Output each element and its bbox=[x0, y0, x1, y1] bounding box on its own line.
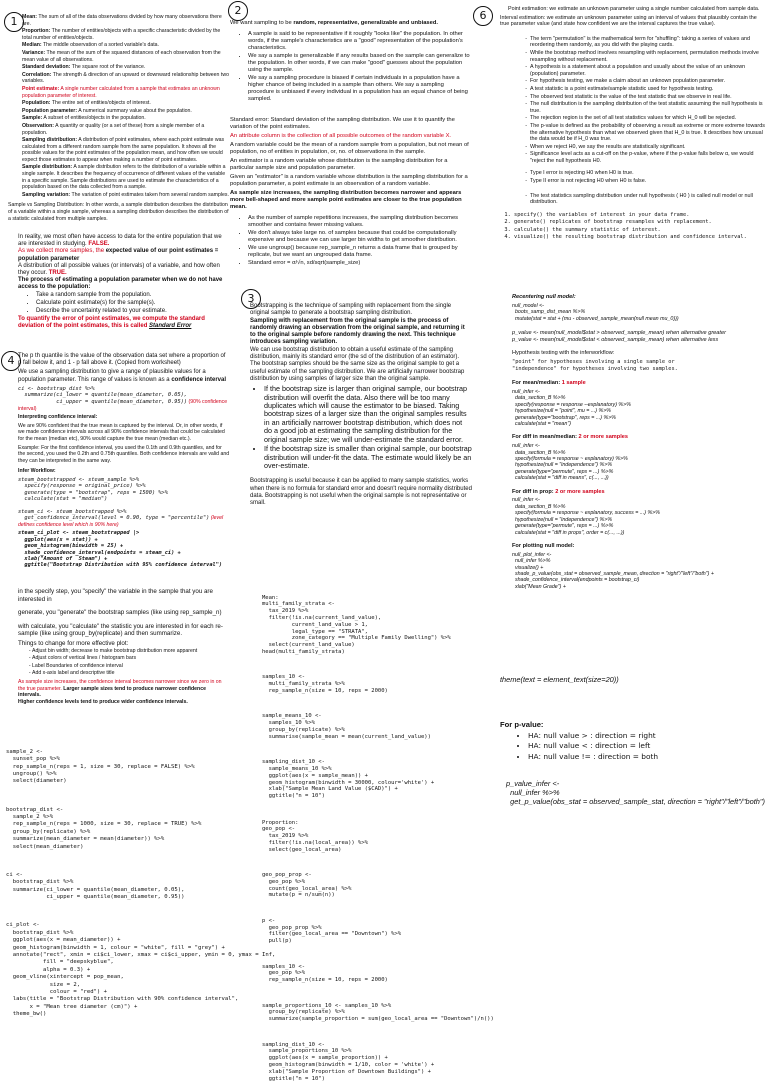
hypothesis-bullet: - The term "permutation" is the mathematical term for "shuffling": taking a series of values and reordering them randomly, as you did with the playing cards. bbox=[530, 36, 765, 49]
definition-term: Correlation: bbox=[22, 71, 52, 78]
definition-text: The variation of point estimates taken from several random samples. bbox=[71, 191, 229, 198]
step-item: 3. calculate() the summary statistic of interest. bbox=[514, 227, 765, 233]
sampling-bullet: • We say a sampling procedure is biased if certain individuals in a population have a higher chance of being included in a sample than others. We say a sampling procedure is unbiased if every individual in a population has an equal chance of being sampled. bbox=[248, 75, 470, 103]
reality-note: In reality, we most often have access to data for the entire population that we are interested in studying. FALSE. bbox=[18, 234, 222, 248]
code-sample-2: sample_2 <- sunset_pop %>% rep_sample_n(reps = 1, size = 30, replace = FALSE) %>% ungroup() %>% select(diameter) bbox=[6, 748, 195, 785]
distribution-note: A distribution of all possible values (or intervals) of a variable, and how often they occur. TRUE. bbox=[18, 262, 220, 277]
process-item: • Calculate point estimate(s) for the sample(s). bbox=[36, 300, 230, 307]
hypothesis-bullet: - Significance level acts as a cut-off on the p-value, where if the p-value falls below α, we would "reject the null hypothesis H0. bbox=[530, 151, 765, 164]
specify-text: in the specify step, you "specify" the variable in the sample that you are interested in bbox=[18, 588, 213, 603]
calculate-text: with calculate, you "calculate" the statistic you are interested in for each re-sample (like using group_by(replicate) and then summarize. bbox=[18, 622, 223, 638]
hypothesis-bullet: - The observed test statistic is the value of the test statistic that we observe in real life. bbox=[530, 94, 765, 101]
definition-term: Mean: bbox=[22, 14, 37, 20]
pvalue-line: p_value <- mean(null_model$stat > observed_sample_mean) when alternative greater bbox=[512, 330, 726, 337]
column-sampling bbox=[230, 20, 470, 268]
definition-text: The strength & direction of an upward or downward relationship between two variables. bbox=[22, 71, 229, 85]
process-item: • Describe the uncertainty related to your estimate. bbox=[36, 308, 230, 315]
given: Given an "estimator" is a random variable whose distribution is the sampling distribution for a population parameter, a point estimate is an observation of a random variable. bbox=[230, 174, 468, 187]
definition-item bbox=[22, 86, 230, 99]
definition-text: A numerical summary value about the population. bbox=[78, 107, 192, 114]
definition-text: A single number calculated from a sample that estimates an unknown population parameter of interest. bbox=[22, 85, 220, 99]
hypothesis-bullet: - For hypothesis testing, we make a claim about an unknown population parameter. bbox=[530, 78, 765, 85]
higher-confidence: Higher confidence levels tend to produce wider confidence intervals. bbox=[18, 698, 188, 705]
boot-p4: The bootstrap samples should be the same size as the original sample to get a useful estimate of the sampling distribution. We are artificially narrower bootstrap distribution by using samples of larger size than the original sample. bbox=[250, 361, 465, 382]
code-ci: ci <- bootstrap_dist %>% summarize(ci_lower = quantile(mean_diameter, 0.05), ci_upper = quantile(mean_diameter, 0.95)) bbox=[6, 871, 185, 901]
theme-line: theme(text = element_text(size=20)) bbox=[500, 675, 619, 684]
definition-item bbox=[22, 137, 230, 163]
column-quantile bbox=[18, 353, 230, 569]
diffprop-title: For diff in prop: 2 or more samples bbox=[512, 488, 605, 495]
code-bootstrap: bootstrap_dist <- sample_2 %>% rep_sample_n(reps = 1000, size = 30, replace = TRUE) %>% group_by(replicate) %>% summarize(mean_diameter = mean(diameter)) %>% select(mean_diameter) bbox=[6, 806, 202, 850]
hypothesis-bullet: - The null distribution is the sampling distribution of the test statistic assuming the null hypothesis is true. bbox=[530, 101, 765, 114]
definition-text: The number of entities/objects with a specific characteristic divided by the total number of entities/objects. bbox=[22, 28, 221, 41]
pvalue-title: For p-value: bbox=[500, 720, 544, 729]
step-item: 2. generate() replicates of bootstrap resamples with replacement. bbox=[514, 219, 765, 225]
diffmean-title: For diff in mean/median: 2 or more samples bbox=[512, 434, 628, 441]
column-pvalue bbox=[500, 675, 765, 806]
pvalue-item: • HA: null value > : direction = right bbox=[528, 731, 765, 740]
definition-term: Sampling distribution: bbox=[22, 137, 78, 144]
pvalue-line: p_value <- mean(null_model$stat < observed_sample_mean) when alternative less bbox=[512, 336, 719, 343]
section-marker-1: 1 bbox=[4, 12, 24, 32]
hypothesis-bullet: - While the bootstrap method involves resampling with replacement, permutation methods involve resampling without replacement. bbox=[530, 50, 765, 63]
definition-text: The entire set of entities/objects of interest. bbox=[51, 100, 151, 107]
boot-useful: Bootstrapping is useful because it can be applied to many sample statistics, works when there is no formula for standard error and doesn't require normality distributed data. Bootstrapping is not useful when the original sample is not representative or small. bbox=[250, 478, 472, 507]
plot-title: For plotting null model: bbox=[512, 542, 575, 549]
error-item: - Type II error is not rejecting H0 when H0 is false. bbox=[530, 178, 765, 185]
definition-term: Proportion: bbox=[22, 28, 51, 35]
pvalue-item: • HA: null value < : direction = left bbox=[528, 741, 765, 750]
null-model: - The test statistics sampling distribution under null hypothesis ( H0 ) is called null model or null distribution. bbox=[530, 193, 765, 206]
boot-p3: We can use bootstrap distribution to obtain a useful estimate of the sampling distribution, mainly its standard error (the sd of the distribution of an estimator). bbox=[250, 346, 460, 361]
error-item: - Type I error is rejecting H0 when H0 is true. bbox=[530, 170, 765, 177]
column-summary bbox=[18, 234, 230, 331]
ci-code: ci <- bootstrap_dist %>% summarize(ci_lower = quantile(mean_diameter, 0.05), ci_upper = quantile(mean_diameter, 0.95)) bbox=[18, 385, 188, 405]
interp-text: We are 90% confident that the true mean is captured by the interval. Or, in other words, if we made confidence intervals across all 90% confidence intervals that could be calculated for the mean (median etc), 90% would capture the true mean (median etc.). bbox=[18, 422, 225, 442]
example-text: Example: For the first confidence interval, you used the 0.1th and 0.9th quantiles, and for the second, you used the 0.2th and 0.75th quantiles. Both confidence intervals are valid and they can be interpreted in the same way. bbox=[18, 444, 230, 464]
definition-item bbox=[22, 14, 230, 27]
sampling-bullet: • We use ungroup() because rep_sample_n returns a data frame that is grouped by replicate, but we want an ungrouped data frame. bbox=[248, 245, 470, 259]
code-samples10: samples_10 <- multi_family_strata %>% rep_sample_n(size = 10, reps = 2000) bbox=[262, 674, 388, 694]
steps-list bbox=[500, 212, 765, 241]
definition-term: Sample: bbox=[22, 115, 43, 122]
hypothesis-bullet: - The p-value is defined as the probability of observing a result as extreme or more extreme towards the alternative hypothesis than what we observed given that H_0 is true. It describes how unusual the data would be if H_0 was true. bbox=[530, 123, 765, 143]
column-workflow bbox=[18, 588, 230, 705]
section-marker-3: 3 bbox=[241, 289, 261, 309]
section-marker-6: 6 bbox=[473, 6, 493, 26]
definitions-list bbox=[8, 14, 230, 198]
things-item: - Add x-axis label and descriptive title bbox=[32, 670, 230, 677]
definition-item bbox=[22, 192, 230, 199]
random-variable: A random variable could be the mean of a random sample from a population, but not mean of population, no of entities in population, or, no. of observations in the sample. bbox=[230, 142, 469, 155]
boot-p2: Sampling with replacement from the original sample is the process of randomly drawing an observation from the original sample, and returning it to the original sample before randomly drawing the next. This technique introduces sampling variation. bbox=[250, 317, 465, 346]
infer-code-3: steam_ci_plot <- steam_bootstrapped |> ggplot(aes(x = stat)) + geom_histogram(binwidth = 25) + shade_confidence_interval(endpoints = steam_ci) + xlab("Amount of Steam") + ggtitle("Bootstrap Distribution with 95% confidence interval") bbox=[18, 530, 223, 569]
definition-item bbox=[22, 64, 230, 71]
final-code: p_value_infer <- null_infer %>% get_p_value(obs_stat = observed_sample_stat, direction = "right"/"left"/"both") bbox=[506, 779, 765, 807]
process-item: • Take a random sample from the population. bbox=[36, 292, 230, 299]
code-p: p <- geo_pop_prop %>% filter(geo_local_area == "Downtown") %>% pull(p) bbox=[262, 917, 402, 945]
sampling-bullet: • Standard error = σ/√n, sd/sqrt(sample_size) bbox=[248, 260, 470, 267]
sampling-bullet: • As the number of sample repetitions increases, the sampling distribution becomes smoother and contains fewer missing values. bbox=[248, 215, 470, 229]
hypothesis-bullet: - A test statistic is a point estimate/sample statistic used for hypothesis testing. bbox=[530, 86, 765, 93]
code-mean: Mean: multi_family_strata <- tax_2019 %>% filter(!is.na(current_land_value), current_land_value > 1, legal_type == "STRATA", zone_category == "Multiple Family Dwelling") %>% select(current_land_value) head(multi_family_strata) bbox=[262, 594, 451, 655]
boot-bullets bbox=[250, 385, 472, 470]
definition-text: A subset of entities/objects in the population. bbox=[43, 115, 146, 122]
column-null-model bbox=[512, 294, 766, 590]
recenter-title: Recentering null model: bbox=[512, 294, 576, 300]
attr-col: An attribute column is the collection of all possible outcomes of the random variable X. bbox=[230, 133, 452, 139]
definition-text: The middle observation of a sorted variable's data. bbox=[42, 42, 160, 49]
code-ci-plot: ci_plot <- bootstrap_dist %>% ggplot(aes(x = mean_diameter)) + geom_histogram(binwidth = 1, colour = "white", fill = "grey") + annotate("rect", xmin = ci$ci_lower, xmax = ci$ci_upper, ymin = 0, ymax = Inf, fill = "deepskyblue", alpha = 0.3) + geom_vline(xintercept = pop_mean, size = 2, colour = "red") + labs(title = "Bootstrap Distribution with 90% confidence interval", x = "Mean tree diameter (cm)") + theme_bw() bbox=[6, 922, 276, 1018]
boot-p1: Bootstrapping is the technique of sampling with replacement from the single original sample to generate a bootstrap sampling distribution. bbox=[250, 303, 452, 317]
definition-item bbox=[22, 42, 230, 49]
column-bootstrap bbox=[250, 303, 472, 508]
things-item: - Label Boundaries of confidence interval bbox=[32, 663, 230, 670]
hyp-code: "point" for hypotheses involving a single sample or "independence" for hypotheses involving two samples. bbox=[512, 359, 678, 372]
infer-code-2-note: (level defines confidence level which is 90% here) bbox=[18, 515, 224, 528]
hypothesis-bullets bbox=[500, 36, 765, 165]
definition-term: Median: bbox=[22, 42, 42, 49]
definition-item bbox=[22, 108, 230, 115]
things-list bbox=[18, 648, 230, 677]
pvalue-lines bbox=[512, 330, 766, 344]
code-sampling-dist-prop: sampling_dist_10 <- sample_proportions_10 %>% ggplot(aes(x = sample_proportion)) + geom_histogram(binwidth = 1/10, color = 'white') + xlab("Sample Proportion of Downtown Buildings") + ggtitle("n = 10") bbox=[262, 1041, 435, 1082]
ci-code-note: (90% confidence interval) bbox=[18, 399, 228, 412]
section-marker-4: 4 bbox=[1, 351, 21, 371]
process-list bbox=[18, 292, 230, 316]
definition-term: Point estimate: bbox=[22, 85, 60, 92]
definition-item bbox=[22, 100, 230, 107]
infer-code-2: steam_ci <- steam_bootstrapped %>% get_confidence_interval(level = 0.90, type = "percentile") bbox=[18, 508, 210, 522]
infer-code: steam_bootstrapped <- steam_sample %>% specify(response = original_price) %>% generate(type = "bootstrap", reps = 1500) %>% calculate(stat = "median") bbox=[18, 476, 168, 503]
diffprop-code: null_infer <- data_section_B %>% specify(formula = response ~ explanatory, success = ...) %>% hypothesize(null = "independence") %>% generate(type="permute", reps = ...) %>% calculate(stat = "diff in props", order = c(..., ...)) bbox=[512, 497, 660, 536]
definition-item bbox=[22, 123, 230, 136]
definition-item bbox=[22, 115, 230, 122]
recenter-code: null_model <- boots_samp_dist_mean %>% mutate(stat = stat + (mu - observed_sample_mean(null mean mu_0))) bbox=[512, 302, 679, 322]
definition-term: Observation: bbox=[22, 122, 54, 129]
hyp-title: Hypothesis testing with the inferworkflow: bbox=[512, 349, 615, 356]
definition-term: Variance: bbox=[22, 49, 46, 56]
interp-title: Interpreting confidence interval: bbox=[18, 414, 98, 421]
mean-title: For mean/median: 1 sample bbox=[512, 380, 586, 387]
definition-text: A sample distribution refers to the distribution of a variable within a single sample. It describes the frequency of occurrence of different values of the variable in a specific sample. Sample distributions are used to estimate the characteristics of a population based on the data collected from a sample. bbox=[22, 164, 226, 191]
interval-estimation: Interval estimation: we estimate an unknown parameter using an interval of values that plausibly contain the true parameter value (and state how confident we are the interval captures the true value). bbox=[500, 14, 757, 28]
sampling-bullet: • A sample is said to be representative if it roughly "looks like" the population. In other words, if the sample's characteristics are a "good" representation of the population's characteristics. bbox=[248, 31, 470, 52]
diffmean-code: null_infer <- data_section_B %>% specify(formula = response ~ explanatory) %>% hypothesize(null = "independence") %>% generate(type="permute", reps = ...) %>% calculate(stat = "diff in means", c(..., ...)) bbox=[512, 443, 628, 482]
null-model-list bbox=[500, 193, 765, 206]
hypothesis-bullet: - When we reject H0, we say the results are statistically significant. bbox=[530, 144, 765, 151]
definition-item bbox=[22, 72, 230, 85]
mean-code: null_infer <- data_section_B %>% specify(response = response --explanatory) %>% hypothesize(null = "point", mu = ...) %>% generate(type="bootstrap", reps = ...) %>% calculate(stat = "mean") bbox=[512, 389, 631, 428]
definition-text: A distribution of point estimates, where each point estimate was calculated from a different random sample from the same population. It shows all the possible values for the point estimates of the population mean, and how often we would expect those estimates to appear when making a number of point estimates. bbox=[22, 137, 225, 163]
definition-text: The square root of the variance. bbox=[71, 64, 146, 71]
definition-item bbox=[22, 164, 230, 190]
step-item: 4. visualize() the resulting bootstrap distribution and confidence interval. bbox=[514, 234, 765, 240]
sampling-bullet: • We don't always take large no. of samples because that could be computationally expensive and because we can use larger bin widths to get smoother distribution. bbox=[248, 230, 470, 244]
column-code-samples bbox=[6, 734, 276, 1026]
quantify-note: To quantify the error of point estimates, we compute the standard deviation of the point estimates, this is called Standard Error bbox=[18, 316, 205, 330]
sample-size-text: As sample size increases, the confidence interval becomes narrower since we zero in on the true parameter. Larger sample sizes tend to produce narrower confidence intervals. bbox=[18, 678, 222, 699]
estimator: An estimator is a random variable whose distribution is the sampling distribution for a particular sample size and population parameter. bbox=[230, 158, 448, 171]
code-samples10-geo: samples_10 <- geo_pop %>% rep_sample_n(size = 10, reps = 2000) bbox=[262, 963, 388, 984]
definition-text: The mean of the sum of the squared distances of each observation from the mean value of all observations. bbox=[22, 49, 221, 63]
hypothesis-bullet: - The rejection region is the set of all test statistics values for which H_0 will be rejected. bbox=[530, 115, 765, 122]
quantile-text: The p th quantile is the value of the observation data set where a proportion of p fall below it, and 1 - p fall above it. (Copied from worksheet) bbox=[18, 353, 226, 367]
definition-term: Sampling variation: bbox=[22, 191, 71, 198]
definition-item bbox=[22, 28, 230, 41]
errors-list bbox=[500, 170, 765, 184]
plot-code: null_plot_infer <- null_infer %>% visualize() + shade_p_value(obs_stat = observed_sample_mean, direction = "right"/"left"/"both") + shade_confidence_interval(endpoints = bootstrap_ci) xlab("Mean Grade") + bbox=[512, 551, 714, 590]
column-code-left bbox=[262, 581, 494, 1089]
point-estimation: Point estimation: we estimate an unknown parameter using a single number calculated from sample data. bbox=[508, 6, 760, 12]
things-item: - Adjust colors of vertical lines / histogram bars bbox=[32, 655, 230, 662]
definition-term: Standard deviation: bbox=[22, 64, 71, 71]
definition-term: Population: bbox=[22, 100, 51, 107]
pvalue-items bbox=[500, 731, 765, 761]
hypothesis-bullet: - A hypothesis is a statement about a population and usually about the value of an unknown (population) parameter. bbox=[530, 64, 765, 77]
sampling-bullet: • We say a sample is generalizable if any results based on the sample can generalize to the population. In other words, if we can make "good" guesses about the population using the sample. bbox=[248, 53, 470, 74]
definition-term: Population parameter: bbox=[22, 107, 78, 114]
definition-item bbox=[22, 50, 230, 63]
code-sample-means: sample_means_10 <- samples_10 %>% group_by(replicate) %>% summarise(sample_mean = mean(current_land_value)) bbox=[262, 713, 431, 740]
process-title: The process of estimating a population parameter when we do not have access to the population: bbox=[18, 277, 223, 291]
section-marker-2: 2 bbox=[228, 1, 248, 21]
boot-bullet: • If the bootstrap size is smaller than original sample, our bootstrap distribution will under-fit the data. The estimate would likely be an over-estimate. bbox=[264, 445, 472, 470]
increase: As sample size increases, the sampling distribution becomes narrower and appears more bell-shaped and more sample point estimates are closer to the true population mean. bbox=[230, 190, 462, 210]
se-def: Standard error: Standard deviation of the sampling distribution. We use it to quantify the variation of the point estimates. bbox=[230, 117, 455, 130]
definition-text: A quantity or quality (or a set of these) from a single member of a population. bbox=[22, 122, 205, 136]
column-hypothesis bbox=[500, 6, 765, 241]
boot-bullet: • If the bootstrap size is larger than original sample, our bootstrap distribution will overfit the data. Also there will be too many duplicates which will cause the estimator to be biased. Taking bootstrap sizes of a larger size than the original samples results in an artificially narrower bootstrap distribution, which does not do a good job at estimating the sampling distribution for the original sample size; we will under-estimate the standard error. bbox=[264, 385, 472, 444]
step-item: 1. specify() the variables of interest in your data frame. bbox=[514, 212, 765, 218]
ci-text: We use a sampling distribution to give a range of plausible values for a population parameter. This range of values is known as a confidence interval bbox=[18, 369, 227, 383]
infer-title: Infer Workflow: bbox=[18, 468, 56, 475]
code-sample-props: sample_proportions_10 <- samples_10 %>% group_by(replicate) %>% summarize(sample_proportion = sum(geo_local_area == "Downtown")/n()) bbox=[262, 1002, 494, 1023]
generate-text: generate, you "generate" the bootstrap samples (like using rep_sample_n) bbox=[18, 609, 222, 617]
expected-note: As we collect more samples, the expected value of our point estimates = population parameter bbox=[18, 248, 219, 262]
code-proportion: Proportion: geo_pop <- tax_2019 %>% filter(!is.na(local_area)) %>% select(geo_local_area) bbox=[262, 819, 368, 853]
definition-text: The sum of all of the data observations divided by how many observations there are. bbox=[22, 14, 222, 27]
intro: We want sampling to be random, representative, generalizable and unbiased. bbox=[230, 20, 439, 26]
code-sampling-dist: sampling_dist_10 <- sample_means_10 %>% ggplot(aes(x = sample_mean)) + geom_histogram(binwidth = 30000, colour='white') + xlab("Sample Mean Land Value ($CAD)") + ggtitle("n = 10") bbox=[262, 759, 435, 800]
pvalue-item: • HA: null value != : direction = both bbox=[528, 752, 765, 761]
sampling-bullets-2 bbox=[230, 215, 470, 267]
column-definitions bbox=[8, 14, 230, 224]
definition-term: Sample distribution: bbox=[22, 164, 73, 171]
sampling-bullets bbox=[230, 31, 470, 103]
things-title: Things to change for more effective plot: bbox=[18, 639, 129, 647]
things-item: - Adjust bin width; decrease to make bootstrap distribution more apparent bbox=[32, 648, 230, 655]
sampling-vs-sample: Sample vs Sampling Distribution: In other words, a sample distribution describes the distribution of a variable within a single sample, whereas a sampling distribution describes the distribution of a statistic calculated from multiple samples. bbox=[8, 202, 229, 222]
code-geo-prop: geo_pop_prop <- geo_pop %>% count(geo_local_area) %>% mutate(p = n/sum(n)) bbox=[262, 872, 352, 899]
